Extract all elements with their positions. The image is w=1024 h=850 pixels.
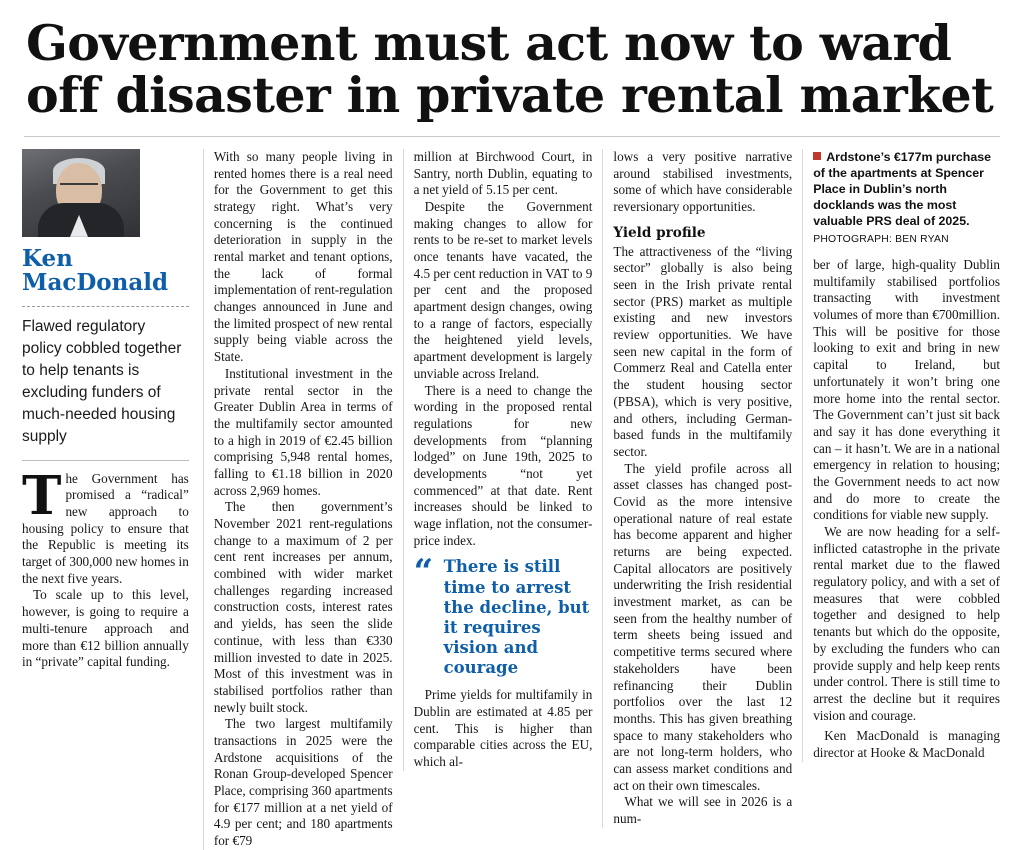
- author-photo: [22, 149, 140, 237]
- pull-quote: [413, 552, 593, 678]
- photo-caption: [813, 149, 1000, 246]
- paragraph: The attractiveness of the “living sector” globally is also being seen in the Irish private rental sector (PRS) market as multiple existing and new investors review opportunities. We have seen new capital in the form of Commerz Real and Catella enter the student housing sector (PBSA), which is very positive, and others, including German-based funds in the multifamily sector.: [613, 243, 793, 459]
- headline-divider: [24, 136, 1000, 137]
- paragraph: million at Birchwood Court, in Santry, north Dublin, equating to a net yield of 5.15 per cent.: [413, 148, 593, 198]
- paragraph: ber of large, high-quality Dublin multifamily stabilised portfolios transacting with investment volumes of more than €700million. This will be positive for those looking to exit and bring in new capital to Ireland, but unfortunately it won’t bring one more home into the rental sector. The Government can’t just sit back and say it has done everything it can – it hasn’t. We are in a national emergency in relation to housing; the Government needs to act now and do more to create the conditions for viable new supply.: [813, 257, 1000, 523]
- author-signoff: Ken MacDonald is managing director at Hooke & MacDonald: [813, 728, 1000, 760]
- column-byline: [22, 149, 203, 671]
- paragraph: Prime yields for multifamily in Dublin are estimated at 4.85 per cent. This is higher than comparable cities across the EU, which al-: [413, 687, 593, 769]
- pull-quote-text: There is still time to arrest the decline, but it requires vision and courage: [443, 557, 590, 677]
- drop-cap: T: [22, 464, 62, 527]
- column-3: [403, 149, 603, 771]
- standfirst-divider: [22, 460, 189, 461]
- paragraph: With so many people living in rented homes there is a real need for the Government to get this strategy right. What’s very concerning is the continued deterioration in supply in the rental market and tenant options, the lack of formal implementation of rent-regulation changes announced in June and the limited prospect of new rental supply being viable across the State.: [213, 148, 393, 365]
- section-subhead: Yield profile: [613, 224, 706, 241]
- headline-line-2: off disaster in private rental market: [26, 65, 994, 124]
- caption-marker-icon: [813, 152, 821, 160]
- paragraph: To scale up to this level, however, is going to require a multi-tenure approach and more than €12 billion annually in “private” capital funding.: [22, 587, 189, 670]
- byline-divider: [22, 306, 189, 307]
- intro-paragraph-text: he Government has promised a “radical” new approach to housing policy to ensure that the Republic is meeting its target of 300,000 new homes in the next five years.: [22, 470, 189, 586]
- column-5: [802, 149, 1002, 762]
- caption-credit: PHOTOGRAPH: BEN RYAN: [813, 233, 949, 245]
- column-3-body-top: [414, 149, 593, 550]
- author-last-name: MacDonald: [22, 269, 169, 297]
- paragraph: Despite the Government making changes to allow for rents to be re-set to market levels once tenants have vacated, the 4.5 per cent reduction in VAT to 9 per cent and the proposed apartment design changes, owing to a range of factors, especially the heightened yield levels, apartment development is largely unviable across Ireland.: [413, 198, 593, 381]
- author-name: [22, 244, 189, 297]
- column-2-body: [214, 149, 393, 850]
- article-columns: [22, 149, 1002, 850]
- paragraph: The then government’s November 2021 rent-regulations change to a maximum of 2 per cent rent increases per annum, combined with wider market challenges regarding increased construction costs, interest rates and yields, has seen the slide continue, with less than €330 million invested to date in 2025. Most of this investment was in stabilised portfolios rather than newly built stock.: [213, 499, 393, 715]
- paragraph: What we will see in 2026 is a num-: [613, 794, 793, 826]
- paragraph: We are now heading for a self-inflicted catastrophe in the private rental market due to the flawed regulatory policy, and with a set of measures that were cobbled together and designed to help tenants but which do the opposite, by excluding the funders who can provide supply and help keep rents under control. There is still time to arrest the decline but it requires vision and courage.: [813, 524, 1000, 723]
- photo-glasses-shape: [60, 183, 98, 194]
- paragraph: lows a very positive narrative around stabilised investments, some of which have considerable reversionary opportunities.: [613, 148, 793, 214]
- caption-text: Ardstone’s €177m purchase of the apartments at Spencer Place in Dublin’s north docklands was the most valuable PRS deal of 2025.: [813, 149, 992, 229]
- quote-mark-icon: “: [413, 552, 434, 593]
- standfirst: Flawed regulatory policy cobbled together to help tenants is excluding funders of much-needed housing supply: [22, 317, 182, 445]
- column-4: [602, 149, 802, 828]
- author-first-name: Ken: [22, 244, 73, 272]
- paragraph: The two largest multifamily transactions in 2025 were the Ardstone acquisitions of the Ronan Group-developed Spencer Place, comprising 360 apartments for €177 million at a net yield of 4.9 per cent; and 180 apartments for €79: [213, 716, 393, 849]
- paragraph: There is a need to change the wording in the proposed rental regulations for new developments from “planning lodged” on June 19th, 2025 to developments “not yet commenced” at that date. Rent increases should be linked to wage inflation, not the consumer-price index.: [413, 382, 593, 548]
- page-title: [22, 14, 1002, 124]
- column-4-body: [613, 149, 792, 216]
- column-5-body: [813, 257, 1000, 724]
- column-2: [203, 149, 403, 850]
- paragraph: The yield profile across all asset classes has changed post-Covid as the more intensive operational nature of real estate has become apparent and higher returns are being expected. Capital allocators are positively underwriting the Irish residential investment market, as can be seen from the healthy number of term sheets being issued and competitive terms secured where stakeholders have been refinancing their Dublin portfolios over the last 12 months. This has given breathing space to many stakeholders who are not long-term holders, who can assess market conditions and act on their own timescales.: [613, 460, 793, 793]
- headline-line-1: Government must act now to ward: [26, 14, 952, 72]
- column-1-body: [22, 464, 189, 671]
- paragraph: Institutional investment in the private rental sector in the Greater Dublin Area in terms of the multifamily sector amounted to a high in 2019 of €2.45 billion comprising 5,948 rental homes, falling to €1.18 billion in 2020 across 2,969 homes.: [213, 365, 393, 498]
- intro-paragraph: [22, 464, 189, 588]
- column-4-body-2: [613, 244, 792, 828]
- column-3-body-bottom: [414, 687, 593, 770]
